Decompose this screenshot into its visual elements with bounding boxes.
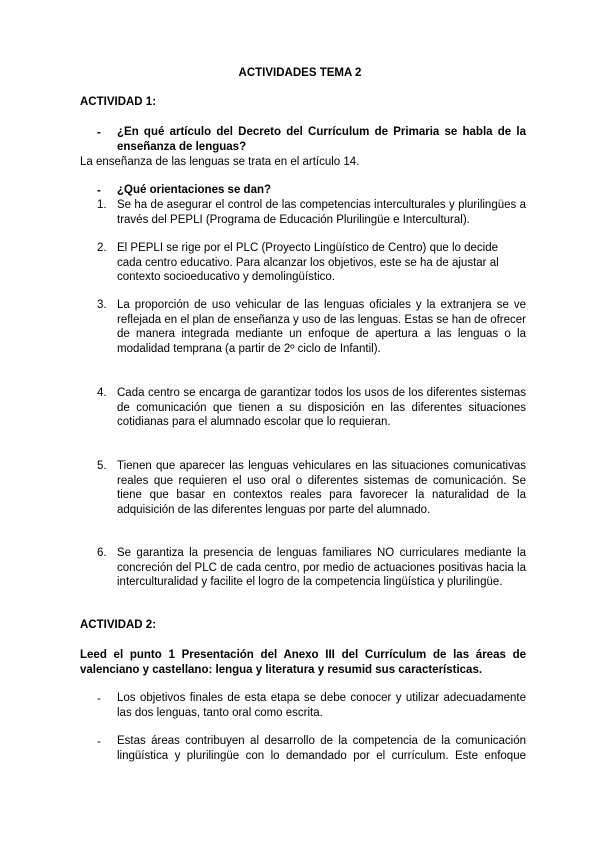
list-item-text: El PEPLI se rige por el PLC (Proyecto Lingüístico de Centro) que lo decide cada centro educativo. Para alcanzar los objetivos, este se ha de ajustar al contexto socioeducativo y demolingüístico.	[117, 242, 499, 283]
list-item-text: Tienen que aparecer las lenguas vehiculares en las situaciones comunicativas reales que requieren el uso oral o diferentes sistemas de comunicación. Se tiene que basar en contextos reales para favorecer la naturalidad de la adquisición de las diferentes lenguas por parte del alumnado.	[117, 460, 526, 516]
list-item-number: 2.	[97, 242, 107, 254]
bullet-text: Los objetivos finales de esta etapa se debe conocer y utilizar adecuadamente las dos lenguas, tanto oral como escrita.	[117, 692, 526, 719]
bullet-text: Estas áreas contribuyen al desarrollo de la competencia de la comunicación lingüística y plurilingüe con lo demandado por el currículum. Este enfoque	[117, 735, 526, 762]
list-item-number: 5.	[97, 460, 107, 472]
answer1-text: La enseñanza de las lenguas se trata en el artículo 14.	[80, 156, 360, 168]
list-item-text: Cada centro se encarga de garantizar todos los usos de los diferentes sistemas de comunicación que tienen a su disposición en las diferentes situaciones cotidianas para el alumnado escolar que lo requieran.	[117, 387, 526, 428]
question1-text: ¿En qué artículo del Decreto del Currículum de Primaria se habla de la enseñanza de lenguas?	[117, 126, 526, 153]
activity2-heading: ACTIVIDAD 2:	[80, 619, 157, 631]
question2-bullet: -	[97, 185, 101, 197]
question1-bullet: -	[97, 127, 101, 139]
activity1-heading: ACTIVIDAD 1:	[80, 96, 157, 108]
activity2-prompt: Leed el punto 1 Presentación del Anexo III del Currículum de las áreas de valenciano y castellano: lengua y literatura y resumid sus características.	[80, 649, 526, 676]
page-title: ACTIVIDADES TEMA 2	[238, 67, 362, 79]
list-item-text: La proporción de uso vehicular de las lenguas oficiales y la extranjera se ve reflejada en el plan de enseñanza y uso de las lenguas. Estas se han de ofrecer de manera integrada mediante un enfoque de apertura a las lenguas o la modalidad temprana (a partir de 2º ciclo de Infantil).	[117, 299, 526, 355]
list-item-text: Se garantiza la presencia de lenguas familiares NO curriculares mediante la concreción del PLC de cada centro, por medio de actuaciones positivas hacia la interculturalidad y facilite el logro de la competencia lingüística y plurilingüe.	[117, 547, 526, 588]
list-item-text: Se ha de asegurar el control de las competencias interculturales y plurilingües a través del PEPLI (Programa de Educación Plurilingüe e Intercultural).	[117, 199, 526, 226]
list-item-number: 3.	[97, 299, 107, 311]
list-item-number: 4.	[97, 387, 107, 399]
list-item-number: 6.	[97, 547, 107, 559]
bullet-mark: -	[97, 693, 101, 705]
bullet-mark: -	[97, 736, 101, 748]
list-item-number: 1.	[97, 199, 107, 211]
question2-text: ¿Qué orientaciones se dan?	[117, 184, 272, 196]
